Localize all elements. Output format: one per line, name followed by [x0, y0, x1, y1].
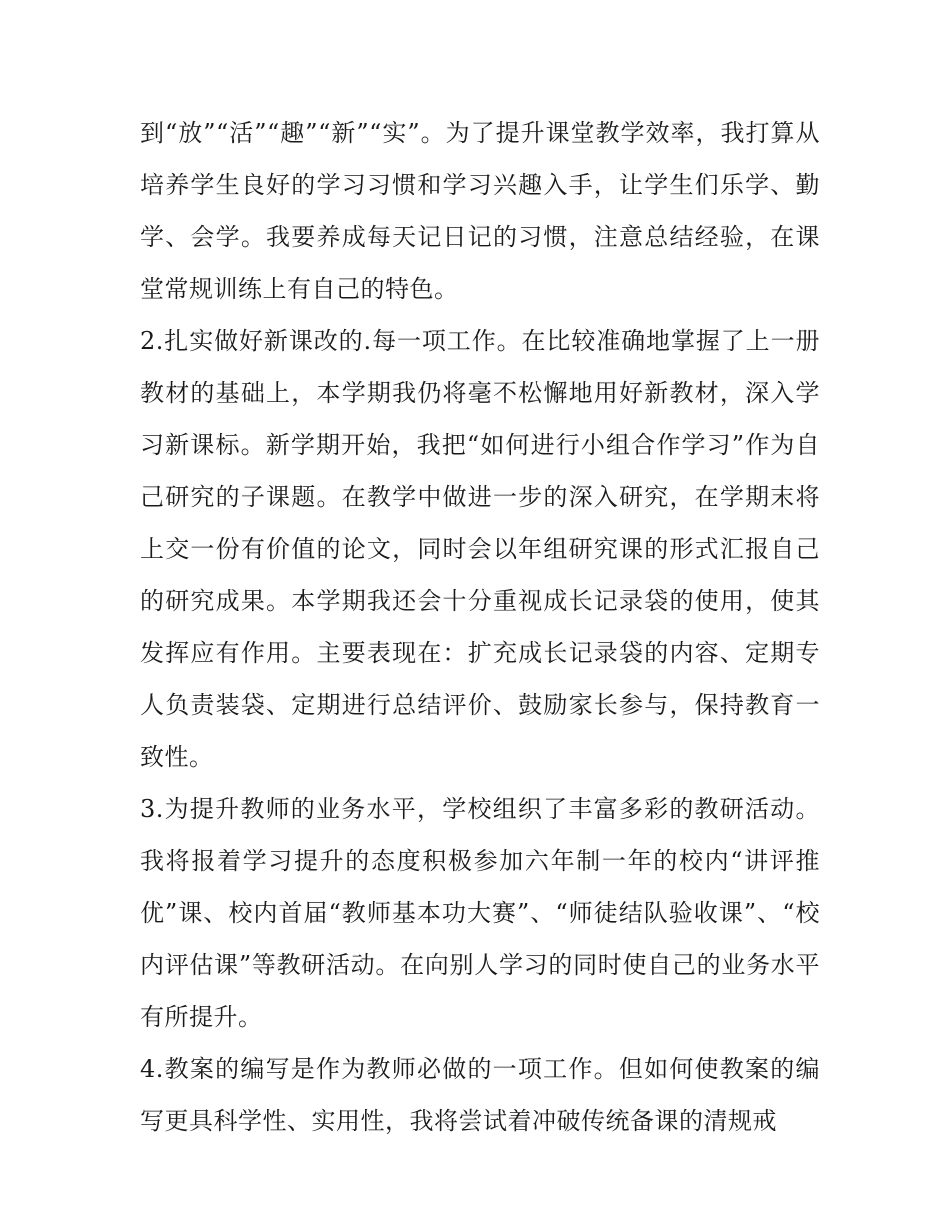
paragraph-3: 3.为提升教师的业务水平，学校组织了丰富多彩的教研活动。我将报着学习提升的态度积极参加六年制一年的校内“讲评推优”课、校内首届“教师基本功大赛”、“师徒结队验收课”、“校内评估课”等教研活动。在向别人学习的同时使自己的业务水平有所提升。	[140, 795, 820, 1031]
paragraph-2: 2.扎实做好新课改的.每一项工作。在比较准确地掌握了上一册教材的基础上，本学期我仍将毫不松懈地用好新教材，深入学习新课标。新学期开始，我把“如何进行小组合作学习”作为自己研究的子课题。在教学中做进一步的深入研究，在学期末将上交一份有价值的论文，同时会以年组研究课的形式汇报自己的研究成果。本学期我还会十分重视成长记录袋的使用，使其发挥应有作用。主要表现在：扩充成长记录袋的内容、定期专人负责装袋、定期进行总结评价、鼓励家长参与，保持教育一致性。	[140, 327, 820, 771]
paragraph-1: 到“放”“活”“趣”“新”“实”。为了提升课堂教学效率，我打算从培养学生良好的学习习惯和学习兴趣入手，让学生们乐学、勤学、会学。我要养成每天记日记的习惯，注意总结经验，在课堂常规训练上有自己的特色。	[140, 119, 820, 303]
document-body	[140, 107, 820, 1147]
paragraph-4: 4.教案的编写是作为教师必做的一项工作。但如何使教案的编写更具科学性、实用性，我将尝试着冲破传统备课的清规戒	[140, 1055, 820, 1135]
